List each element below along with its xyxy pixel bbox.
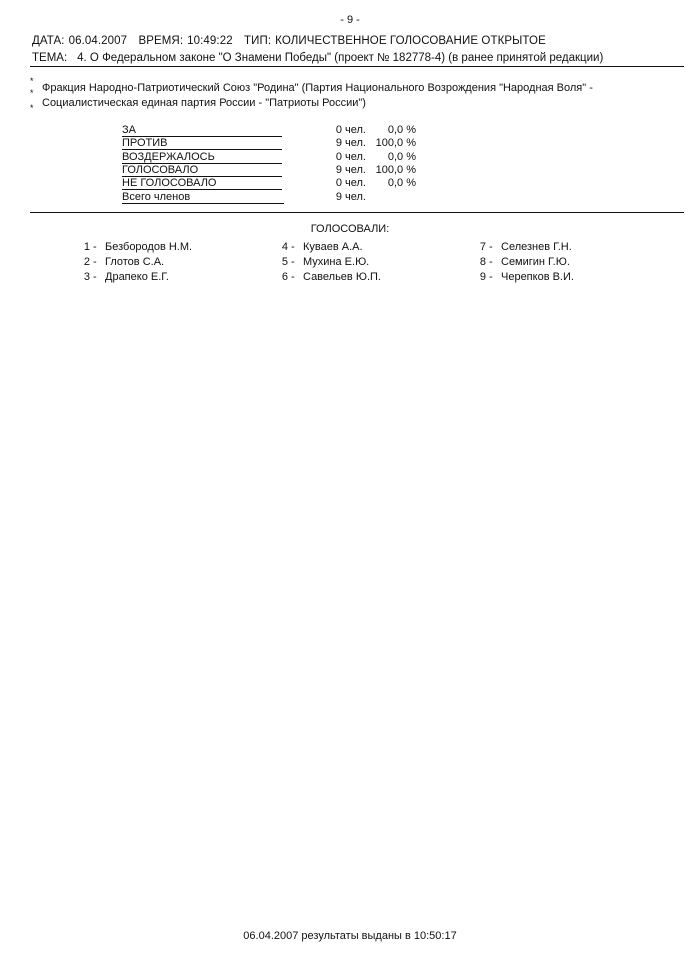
member-name: Мухина Е.Ю. bbox=[303, 256, 370, 268]
topic-value: 4. О Федеральном законе "О Знамени Победы" (проект № 182778-4) (в ранее принятой редакции) bbox=[77, 52, 604, 64]
member-dash: - bbox=[489, 241, 493, 253]
member-name: Селезнев Г.Н. bbox=[501, 241, 572, 253]
member-name: Куваев А.А. bbox=[303, 241, 363, 253]
member-number: 3 bbox=[83, 271, 90, 283]
result-label: Всего членов bbox=[122, 191, 284, 204]
member-number: 4 bbox=[281, 241, 288, 253]
member-number: 9 bbox=[479, 271, 486, 283]
member-number: 7 bbox=[479, 241, 486, 253]
member-dash: - bbox=[489, 271, 493, 283]
member-dash: - bbox=[93, 271, 97, 283]
member-name: Савельев Ю.П. bbox=[303, 271, 381, 283]
result-label: ГОЛОСОВАЛО bbox=[122, 164, 282, 177]
topic-label: ТЕМА: bbox=[32, 52, 68, 64]
member-name: Семигин Г.Ю. bbox=[501, 256, 570, 268]
date-value: 06.04.2007 bbox=[68, 35, 128, 47]
time-value: 10:49:22 bbox=[187, 35, 233, 47]
result-row bbox=[122, 191, 422, 204]
header-divider bbox=[30, 66, 684, 67]
member-name: Глотов С.А. bbox=[105, 256, 165, 268]
page-number: - 9 - bbox=[340, 14, 360, 26]
member-number: 1 bbox=[83, 241, 90, 253]
time-label: ВРЕМЯ: bbox=[138, 35, 184, 47]
result-row bbox=[122, 137, 422, 150]
result-count: 9 чел. bbox=[335, 190, 366, 203]
result-row bbox=[122, 164, 422, 177]
result-label: ПРОТИВ bbox=[122, 137, 282, 150]
result-count: 9 чел. bbox=[335, 137, 366, 150]
result-row bbox=[122, 151, 422, 164]
member-dash: - bbox=[291, 256, 295, 268]
bullet-marker: * bbox=[30, 103, 34, 113]
date-label: ДАТА: bbox=[32, 35, 65, 47]
member-dash: - bbox=[93, 241, 97, 253]
result-label: НЕ ГОЛОСОВАЛО bbox=[122, 177, 282, 190]
bullet-marker: * bbox=[30, 88, 34, 98]
member-number: 6 bbox=[281, 271, 288, 283]
results-issued-footer: 06.04.2007 результаты выданы в 10:50:17 bbox=[243, 930, 457, 942]
result-count: 0 чел. bbox=[335, 150, 366, 163]
result-row bbox=[122, 124, 422, 137]
result-percent: 100,0 % bbox=[375, 137, 416, 150]
type-label: ТИП: bbox=[244, 35, 272, 47]
result-percent: 100,0 % bbox=[375, 163, 416, 176]
result-label: ЗА bbox=[122, 124, 282, 137]
result-count: 0 чел. bbox=[335, 177, 366, 190]
member-name: Безбородов Н.М. bbox=[105, 241, 193, 253]
member-number: 8 bbox=[479, 256, 486, 268]
member-number: 5 bbox=[281, 256, 288, 268]
member-dash: - bbox=[93, 256, 97, 268]
member-dash: - bbox=[291, 241, 295, 253]
header-meta bbox=[32, 35, 554, 47]
member-number: 2 bbox=[83, 256, 90, 268]
result-row bbox=[122, 177, 422, 190]
voted-title: ГОЛОСОВАЛИ: bbox=[310, 223, 390, 235]
faction-line-2: Социалистическая единая партия России - "Патриоты России") bbox=[42, 97, 366, 109]
member-name: Драпеко Е.Г. bbox=[105, 271, 169, 283]
member-name: Черепков В.И. bbox=[501, 271, 574, 283]
member-dash: - bbox=[489, 256, 493, 268]
result-count: 9 чел. bbox=[335, 163, 366, 176]
header-topic bbox=[32, 52, 603, 64]
bullet-marker: * bbox=[30, 76, 34, 86]
faction-line-1: Фракция Народно-Патриотический Союз "Родина" (Партия Национального Возрождения "Народная Воля" - bbox=[42, 82, 593, 94]
result-count: 0 чел. bbox=[335, 124, 366, 136]
result-percent: 0,0 % bbox=[387, 177, 416, 190]
results-divider bbox=[30, 212, 684, 213]
result-percent: 0,0 % bbox=[387, 124, 416, 136]
result-percent: 0,0 % bbox=[387, 150, 416, 163]
member-dash: - bbox=[291, 271, 295, 283]
result-label: ВОЗДЕРЖАЛОСЬ bbox=[122, 151, 282, 164]
type-value: КОЛИЧЕСТВЕННОЕ ГОЛОСОВАНИЕ ОТКРЫТОЕ bbox=[275, 35, 546, 47]
